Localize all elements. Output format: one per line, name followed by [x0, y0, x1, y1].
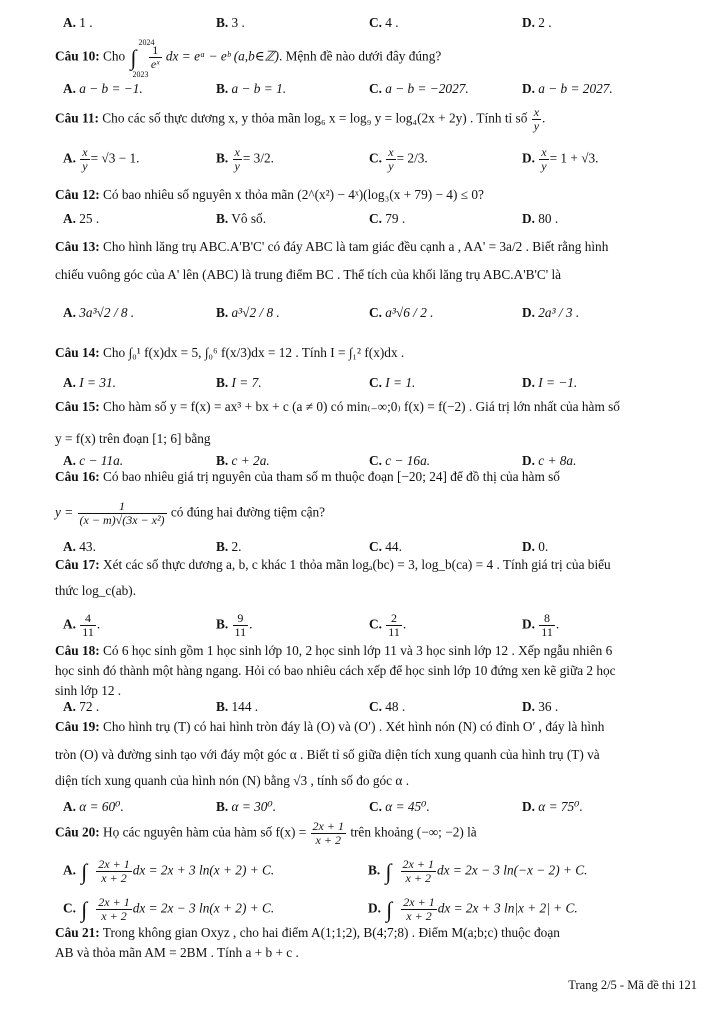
q18-answer-a: A. 72 . [63, 699, 100, 714]
q11-answer-a: A. $\frac{x}{y}$ = √3 − 1. [63, 145, 140, 173]
q11-answer-c: C. $\frac{x}{y}$ = 2/3. [369, 145, 428, 173]
q13-answer-a: A. 3a³√2 / 8 . [63, 305, 135, 320]
q11-answer-d: D. $\frac{x}{y}$ = 1 + √3. [522, 145, 599, 173]
q20-stem: Câu 20: Họ các nguyên hàm của hàm số f(x) = $\frac{2x + 1}{x + 2}$ trên khoảng (−∞; −2) là [55, 819, 477, 847]
q19-stem-line1: Câu 19: Cho hình trụ (T) có hai hình tròn đáy là (O) và (O′) . Xét hình nón (N) có đỉnh O′ , đáy là hình [55, 719, 605, 734]
q20-answer-b: B. ∫ $\frac{2x + 1}{x + 2}$ dx = 2x − 3 ln(−x − 2) + C. [368, 857, 588, 885]
q16-answer-a: A. 43. [63, 539, 96, 554]
q17-stem-line1: Câu 17: Xét các số thực dương a, b, c khác 1 thỏa mãn logₐ(bc) = 3, log_b(ca) = 4 . Tính giá trị của biểu [55, 557, 611, 572]
q15-stem-line1: Câu 15: Cho hàm số y = f(x) = ax³ + bx + c (a ≠ 0) có min₍₋∞;0₎ f(x) = f(−2) . Giá trị lớn nhất của hàm số [55, 399, 620, 414]
q18-stem-line2: học sinh đó thành một hàng ngang. Hỏi có bao nhiêu cách xếp để học sinh lớp 10 đứng xen kẽ giữa 2 học [55, 663, 616, 678]
q18-stem-line1: Câu 18: Có 6 học sinh gồm 1 học sinh lớp 10, 2 học sinh lớp 11 và 3 học sinh lớp 12 . Xếp ngẫu nhiên 6 [55, 643, 613, 658]
q18-answer-b: B. 144 . [216, 699, 259, 714]
page-footer: Trang 2/5 - Mã đề thi 121 [568, 978, 697, 992]
q17-answer-d: D. $\frac{8}{11}$ . [522, 611, 560, 639]
integral-sign: ∫ 2024 2023 [130, 37, 155, 79]
q13-answer-b: B. a³√2 / 8 . [216, 305, 280, 320]
q16-stem-line2: y = $\frac{1}{\text{(x − m)√(3x − x²)}}$ có đúng hai đường tiệm cận? [55, 499, 326, 527]
q15-stem-line2: y = f(x) trên đoạn [1; 6] bằng [55, 431, 211, 446]
q9-answer-d: D. 2 . [522, 15, 552, 30]
q16-stem-line1: Câu 16: Có bao nhiêu giá trị nguyên của tham số m thuộc đoạn [−20; 24] để đồ thị của hàm số [55, 469, 560, 484]
q17-answer-b: B. $\frac{9}{11}$ . [216, 611, 253, 639]
q14-answer-c: C. I = 1. [369, 375, 416, 390]
q14-answer-a: A. I = 31. [63, 375, 116, 390]
q16-answer-c: C. 44. [369, 539, 402, 554]
q19-answer-a: A. α = 60⁰. [63, 799, 124, 814]
q13-answer-c: C. a³√6 / 2 . [369, 305, 434, 320]
q18-answer-d: D. 36 . [522, 699, 559, 714]
q13-stem-line2: chiếu vuông góc của A' lên (ABC) là trung điểm BC . Thể tích của khối lăng trụ ABC.A'B'C' là [55, 267, 562, 282]
q10-answer-c: C. a − b = −2027. [369, 81, 469, 96]
q14-answer-d: D. I = −1. [522, 375, 578, 390]
q9-answer-a: A. 1 . [63, 15, 93, 30]
q16-answer-d: D. 0. [522, 539, 549, 554]
q11-stem: Câu 11: Cho các số thực dương x, y thỏa mãn log₆ x = log₉ y = log₄(2x + 2y) . Tính tỉ số $\frac{x}{y}$ . [55, 105, 546, 133]
q19-stem-line3: diện tích xung quanh của hình nón (N) bằng √3 , tính số đo góc α . [55, 773, 410, 788]
q19-stem-line2: tròn (O) và đường sinh tạo với đáy một góc α . Biết tỉ số giữa diện tích xung quanh của hình trụ (T) và [55, 747, 600, 762]
q17-answer-a: A. $\frac{4}{11}$ . [63, 611, 101, 639]
q10-answer-a: A. a − b = −1. [63, 81, 143, 96]
q15-answer-a: A. c − 11a. [63, 453, 124, 468]
q17-answer-c: C. $\frac{2}{11}$ . [369, 611, 407, 639]
q17-stem-line2: thức log_c(ab). [55, 583, 137, 598]
q12-answer-a: A. 25 . [63, 211, 100, 226]
q21-stem-line2: AB và thỏa mãn AM = 2BM . Tính a + b + c . [55, 945, 299, 960]
q21-stem-line1: Câu 21: Trong không gian Oxyz , cho hai điểm A(1;1;2), B(4;7;8) . Điểm M(a;b;c) thuộc đoạn [55, 925, 560, 940]
q12-answer-b: B. Vô số. [216, 211, 267, 226]
q15-answer-d: D. c + 8a. [522, 453, 577, 468]
q15-answer-b: B. c + 2a. [216, 453, 270, 468]
q18-stem-line3: sinh lớp 12 . [55, 683, 122, 698]
q20-answer-d: D. ∫ $\frac{2x + 1}{x + 2}$ dx = 2x + 3 ln|x + 2| + C. [368, 895, 578, 923]
q19-answer-d: D. α = 75⁰. [522, 799, 583, 814]
q19-answer-c: C. α = 45⁰. [369, 799, 430, 814]
q10-answer-b: B. a − b = 1. [216, 81, 287, 96]
q14-answer-b: B. I = 7. [216, 375, 262, 390]
q13-answer-d: D. 2a³ / 3 . [522, 305, 580, 320]
q15-answer-c: C. c − 16a. [369, 453, 431, 468]
q10-stem: Câu 10: Cho ∫ 2024 2023 $\frac{1}{\text{eˣ}}$ dx = eᵃ − eᵇ (a,b∈ℤ). Mệnh đề nào dưới đây đúng? [55, 37, 442, 79]
q19-answer-b: B. α = 30⁰. [216, 799, 277, 814]
q9-answer-c: C. 4 . [369, 15, 399, 30]
q12-answer-c: C. 79 . [369, 211, 406, 226]
q18-answer-c: C. 48 . [369, 699, 406, 714]
q9-answer-b: B. 3 . [216, 15, 245, 30]
q16-answer-b: B. 2. [216, 539, 242, 554]
q12-answer-d: D. 80 . [522, 211, 559, 226]
q11-answer-b: B. $\frac{x}{y}$ = 3/2. [216, 145, 274, 173]
q12-stem: Câu 12: Có bao nhiêu số nguyên x thỏa mãn (2^(x²) − 4ˣ)(log₃(x + 79) − 4) ≤ 0? [55, 187, 484, 202]
q13-stem-line1: Câu 13: Cho hình lăng trụ ABC.A'B'C' có đáy ABC là tam giác đều cạnh a , AA' = 3a/2 . Biết rằng hình [55, 239, 609, 254]
q14-stem: Câu 14: Cho ∫₀¹ f(x)dx = 5, ∫₀⁶ f(x/3)dx = 12 . Tính I = ∫₁² f(x)dx . [55, 345, 405, 360]
q20-answer-c: C. ∫ $\frac{2x + 1}{x + 2}$ dx = 2x − 3 ln(x + 2) + C. [63, 895, 275, 923]
q20-answer-a: A. ∫ $\frac{2x + 1}{x + 2}$ dx = 2x + 3 ln(x + 2) + C. [63, 857, 275, 885]
q10-answer-d: D. a − b = 2027. [522, 81, 613, 96]
